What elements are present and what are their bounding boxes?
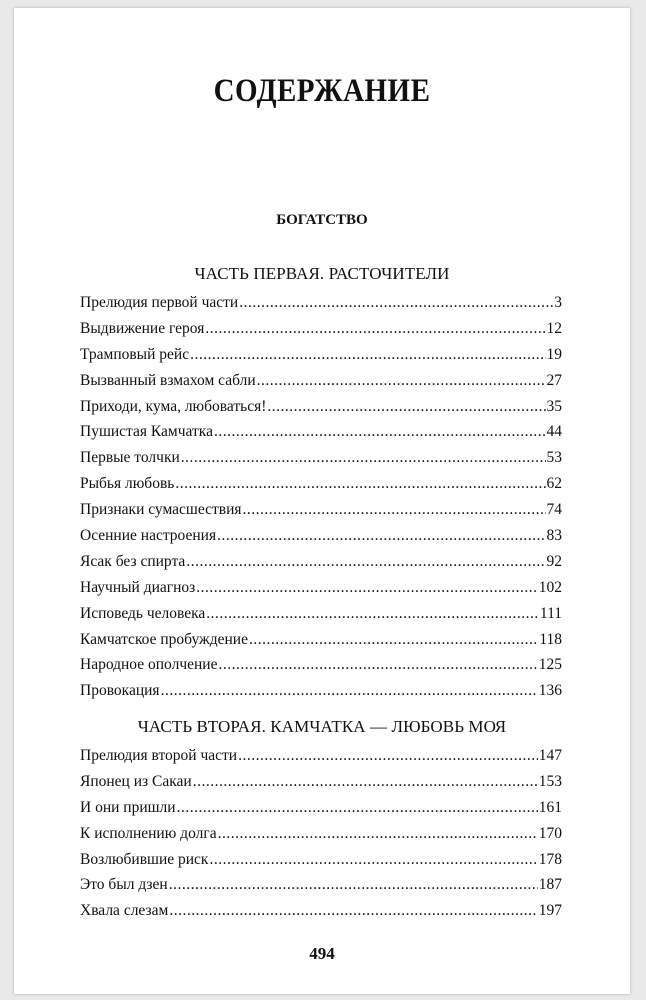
toc-entry: [80, 372, 562, 398]
toc-part-two: [80, 747, 562, 928]
toc-entry-title: Рыбья любовь: [80, 475, 175, 493]
toc-part-one: [80, 294, 562, 708]
toc-entry-title: Трамповый рейс: [80, 345, 190, 363]
toc-entry-page: 3: [554, 294, 562, 311]
toc-entry-title: Научный диагноз: [80, 578, 196, 596]
dot-leader: [177, 799, 538, 817]
toc-entry-title: Вызванный взмахом сабли: [80, 371, 256, 389]
toc-entry-page: 19: [546, 345, 562, 363]
toc-entry: [80, 825, 562, 851]
toc-entry-page: 125: [538, 656, 562, 674]
dot-leader: [169, 876, 538, 894]
page-title: СОДЕРЖАНИЕ: [213, 73, 431, 109]
toc-entry-page: 118: [539, 630, 562, 648]
dot-leader: [239, 294, 553, 312]
dot-leader: [267, 398, 545, 416]
toc-entry: [80, 475, 562, 501]
toc-entry-title: Провокация: [80, 682, 160, 700]
toc-entry: [80, 876, 562, 902]
toc-entry-page: 147: [538, 747, 562, 764]
toc-entry-page: 35: [546, 397, 562, 415]
toc-entry-title: Хвала слезам: [80, 902, 169, 920]
toc-entry-title: Камчатское пробуждение: [80, 630, 248, 648]
toc-entry: [80, 851, 562, 877]
book-page: [14, 8, 630, 994]
dot-leader: [193, 773, 538, 791]
toc-entry-page: 62: [546, 475, 562, 493]
dot-leader: [190, 346, 545, 364]
toc-entry-page: 92: [546, 552, 562, 570]
toc-entry-page: 111: [539, 604, 562, 622]
toc-entry-title: К исполнению долга: [80, 824, 217, 842]
toc-entry-page: 44: [546, 423, 562, 441]
toc-entry: [80, 294, 562, 320]
dot-leader: [205, 320, 545, 338]
book-heading: БОГАТСТВО: [276, 212, 368, 228]
dot-leader: [206, 605, 539, 623]
dot-leader: [169, 902, 537, 920]
toc-entry-title: Это был дзен: [80, 876, 168, 894]
dot-leader: [181, 449, 546, 467]
toc-entry-page: 102: [538, 578, 562, 596]
dot-leader: [196, 579, 537, 597]
toc-entry-title: Народное ополчение: [80, 656, 218, 674]
toc-entry-title: И они пришли: [80, 798, 176, 816]
toc-entry-page: 83: [546, 527, 562, 545]
toc-entry: [80, 346, 562, 372]
toc-entry-page: 178: [538, 850, 562, 868]
toc-entry: [80, 682, 562, 708]
toc-entry-title: Возлюбившие риск: [80, 850, 209, 868]
toc-entry-page: 136: [538, 682, 562, 700]
dot-leader: [257, 372, 546, 390]
toc-entry: [80, 747, 562, 773]
toc-entry-title: Ясак без спирта: [80, 552, 186, 570]
toc-entry: [80, 527, 562, 553]
toc-entry-title: Пушистая Камчатка: [80, 423, 213, 441]
toc-entry: [80, 605, 562, 631]
toc-entry-page: 187: [538, 876, 562, 894]
dot-leader: [161, 682, 538, 700]
toc-entry: [80, 773, 562, 799]
toc-entry-page: 161: [538, 798, 562, 816]
toc-entry-title: Японец из Сакаи: [80, 772, 192, 790]
page-number: 494: [309, 944, 335, 963]
toc-entry-title: Осенние настроения: [80, 527, 217, 545]
toc-entry-page: 12: [546, 319, 562, 337]
toc-entry: [80, 799, 562, 825]
toc-entry-page: 153: [538, 772, 562, 790]
toc-entry-page: 197: [538, 902, 562, 920]
dot-leader: [218, 656, 537, 674]
toc-entry: [80, 902, 562, 928]
toc-entry: [80, 423, 562, 449]
dot-leader: [249, 631, 538, 649]
part-two-heading: ЧАСТЬ ВТОРАЯ. КАМЧАТКА — ЛЮБОВЬ МОЯ: [137, 717, 507, 736]
dot-leader: [238, 747, 538, 765]
toc-entry-title: Выдвижение героя: [80, 319, 205, 337]
toc-entry: [80, 449, 562, 475]
dot-leader: [209, 851, 537, 869]
part-one-heading: ЧАСТЬ ПЕРВАЯ. РАСТОЧИТЕЛИ: [194, 264, 450, 283]
toc-entry: [80, 320, 562, 346]
toc-entry-title: Прелюдия первой части: [80, 294, 239, 311]
toc-entry-page: 27: [546, 371, 562, 389]
dot-leader: [243, 501, 546, 519]
dot-leader: [175, 475, 545, 493]
dot-leader: [186, 553, 545, 571]
toc-entry-title: Прелюдия второй части: [80, 747, 238, 764]
toc-entry-title: Первые толчки: [80, 449, 180, 467]
toc-entry: [80, 631, 562, 657]
toc-entry-page: 170: [538, 824, 562, 842]
dot-leader: [217, 527, 545, 545]
toc-entry-title: Приходи, кума, любоваться!: [80, 397, 267, 415]
toc-entry: [80, 579, 562, 605]
toc-entry: [80, 501, 562, 527]
dot-leader: [218, 825, 538, 843]
toc-entry-page: 53: [546, 449, 562, 467]
toc-entry: [80, 553, 562, 579]
toc-entry: [80, 656, 562, 682]
toc-entry-title: Признаки сумасшествия: [80, 501, 242, 519]
dot-leader: [214, 423, 546, 441]
toc-entry: [80, 398, 562, 424]
toc-entry-title: Исповедь человека: [80, 604, 206, 622]
toc-entry-page: 74: [546, 501, 562, 519]
